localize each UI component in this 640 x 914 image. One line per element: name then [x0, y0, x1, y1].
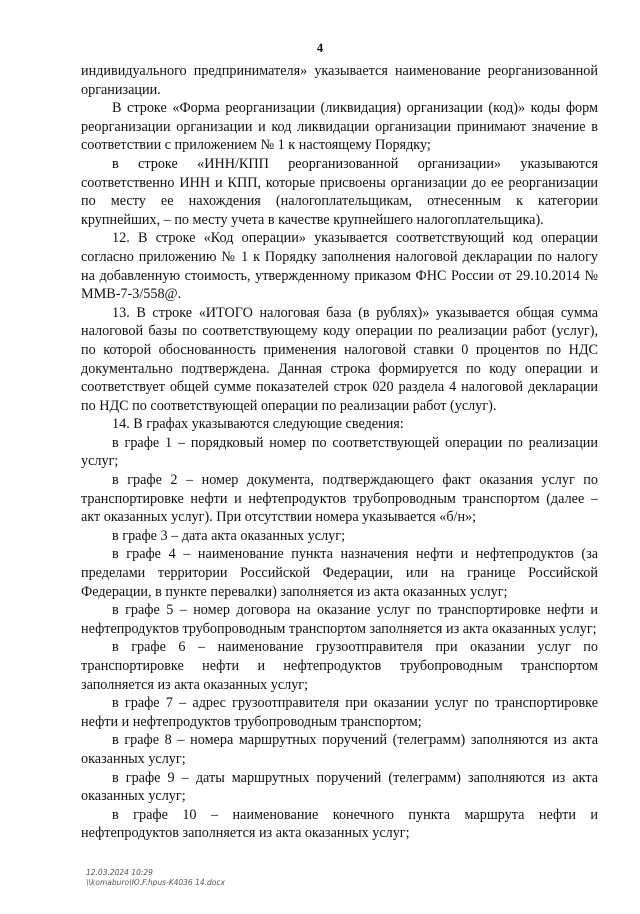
paragraph: в графе 1 – порядковый номер по соответствующей операции по реализации услуг;	[81, 434, 598, 470]
paragraph: в графе 5 – номер договора на оказание услуг по транспортировке нефти и нефтепродуктов трубопроводным транспортом заполняется из акта оказанных услуг;	[81, 602, 598, 637]
paragraph: 12. В строке «Код операции» указывается соответствующий код операции согласно приложению № 1 к Порядку заполнения налоговой декларации по налогу на добавленную стоимость, утвержденному приказом ФНС России от 29.10.2014 № ММВ-7-3/558@.	[81, 230, 598, 303]
paragraph: В строке «Форма реорганизации (ликвидация) организации (код)» коды форм реорганизации организации и код ликвидации организации принимают значение в соответствии с приложением № 1 к настоящему Порядку;	[81, 100, 598, 154]
document-body	[81, 62, 598, 843]
footer-date: 12.03.2024 10:29	[86, 868, 153, 877]
paragraph: в графе 6 – наименование грузоотправителя при оказании услуг по транспортировке нефти и нефтепродуктов трубопроводным транспортом заполняется из акта оказанных услуг;	[81, 639, 598, 693]
page-number: 4	[316, 41, 324, 55]
paragraph: в графе 9 – даты маршрутных поручений (телеграмм) заполняются из акта оказанных услуг;	[81, 769, 598, 805]
paragraph: в графе 3 – дата акта оказанных услуг;	[112, 527, 346, 544]
paragraph: в графе 7 – адрес грузоотправителя при оказании услуг по транспортировке нефти и нефтепродуктов трубопроводным транспортом;	[81, 695, 598, 730]
paragraph: в графе 10 – наименование конечного пункта маршрута нефти и нефтепродуктов заполняется из акта оказанных услуг;	[81, 806, 598, 842]
footer-file-path: \\komaburo\Ю.F.hpus-K4036 14.docx	[86, 878, 225, 887]
document-footer	[86, 868, 225, 888]
paragraph: 13. В строке «ИТОГО налоговая база (в рублях)» указывается общая сумма налоговой базы по соответствующему коду операции по реализации работ (услуг), по которой обоснованность применения налоговой ставки 0 процентов по НДС документально подтверждена. Данная строка формируется по коду операции и соответствует общей сумме показателей строк 020 раздела 4 налоговой декларации по НДС по соответствующей операции по реализации работ (услуг).	[81, 304, 598, 414]
paragraph: 14. В графах указываются следующие сведения:	[112, 416, 404, 433]
paragraph: индивидуального предпринимателя» указывается наименование реорганизованной организации.	[81, 63, 598, 98]
paragraph: в графе 2 – номер документа, подтверждающего факт оказания услуг по транспортировке нефти и нефтепродуктов трубопроводным транспортом (далее – акт оказанных услуг). При отсутствии номера указывается «б/н»;	[81, 472, 598, 526]
paragraph: в графе 4 – наименование пункта назначения нефти и нефтепродуктов (за пределами территории Российской Федерации, или на границе Российской Федерации, в пункте перевалки) заполняется из акта оказанных услуг;	[81, 546, 598, 600]
paragraph: в графе 8 – номера маршрутных поручений (телеграмм) заполняются из акта оказанных услуг;	[81, 732, 598, 767]
paragraph: в строке «ИНН/КПП реорганизованной организации» указываются соответственно ИНН и КПП, которые присвоены организации до ее реорганизации по месту ее нахождения (налогоплательщикам, отнесенным к категории крупнейших, – по месту учета в качестве крупнейшего налогоплательщика).	[81, 155, 598, 228]
